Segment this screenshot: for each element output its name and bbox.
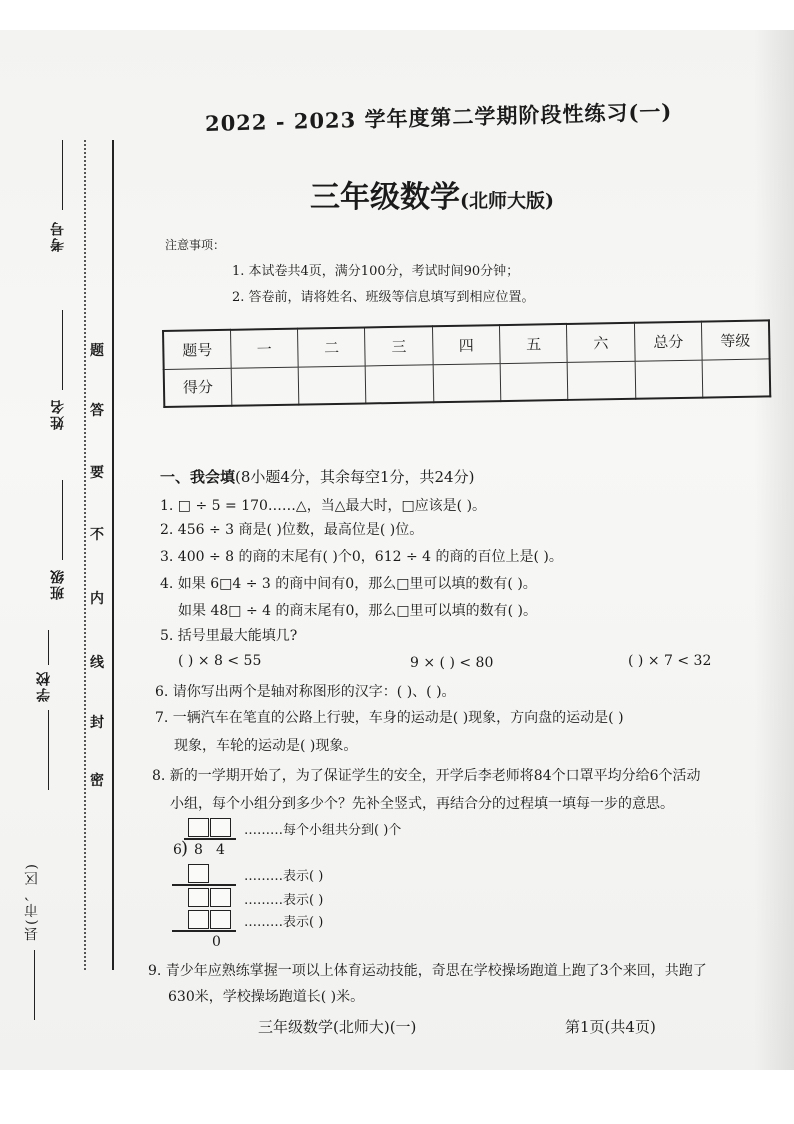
division-note-1: ………每个小组共分到( )个 <box>244 823 402 838</box>
seal-char: 答 <box>90 403 104 419</box>
exam-title: 2022 - 2023 学年度第二学期阶段性练习(一) <box>204 98 673 136</box>
quotient-box[interactable] <box>188 818 209 837</box>
notes-heading: 注意事项： <box>165 238 226 252</box>
question-5a: ( ) × 8 < 55 <box>178 653 262 669</box>
note-item: 1. 本试卷共4页，满分100分，考试时间90分钟； <box>232 264 520 279</box>
score-cell[interactable] <box>231 367 299 406</box>
step-box[interactable] <box>188 864 209 883</box>
question-8a: 8. 新的一学期开始了，为了保证学生的安全，开学后李老师将84个口罩平均分给6个活动 <box>152 768 701 784</box>
question-1: 1. □ ÷ 5 = 170……△，当△最大时，□应该是( )。 <box>160 498 487 514</box>
divisor: 6 <box>173 842 182 858</box>
division-remainder: 0 <box>212 934 221 950</box>
question-4a: 4. 如果 6□4 ÷ 3 的商中间有0，那么□里可以填的数有( )。 <box>160 576 537 592</box>
question-3: 3. 400 ÷ 8 的商的末尾有( )个0，612 ÷ 4 的商的百位上是( )。 <box>160 549 563 565</box>
edition-name: (北师大版) <box>460 190 554 212</box>
score-column: 四 <box>432 325 500 364</box>
dividend-digit: 4 <box>216 842 225 858</box>
quotient-box[interactable] <box>210 818 231 837</box>
exam-number-blank <box>62 140 63 210</box>
question-5c: ( ) × 7 < 32 <box>628 653 712 669</box>
county-blank <box>34 950 35 1020</box>
score-column: 二 <box>298 327 366 366</box>
step-box[interactable] <box>188 910 209 929</box>
question-7b: 现象，车轮的运动是( )现象。 <box>174 738 358 754</box>
section-rule: (8小题4分，其余每空1分，共24分) <box>235 468 475 486</box>
seal-char: 要 <box>90 465 104 481</box>
name-blank <box>62 310 63 390</box>
school-blank <box>48 710 49 790</box>
score-column: 六 <box>567 323 635 362</box>
county-label: 县(市、区) <box>24 862 40 941</box>
seal-char: 不 <box>90 527 104 543</box>
dividend-digit: 8 <box>194 842 203 858</box>
footer-subject: 三年级数学(北师大)(一) <box>258 1018 417 1036</box>
score-cell[interactable] <box>702 358 770 397</box>
section-title <box>160 466 474 487</box>
division-note-3: ………表示( ) <box>244 893 324 908</box>
score-column: 五 <box>500 324 568 363</box>
question-9b: 630米，学校操场跑道长( )米。 <box>168 989 365 1005</box>
question-9a: 9. 青少年应熟练掌握一项以上体育运动技能，奇思在学校操场跑道上跑了3个来回，共跑了 <box>148 963 707 979</box>
division-step-line <box>172 930 236 932</box>
score-cell[interactable] <box>433 363 501 402</box>
step-box[interactable] <box>210 888 231 907</box>
school-label: 学校 <box>36 670 52 702</box>
subject-name: 三年级数学 <box>310 180 460 215</box>
step-box[interactable] <box>188 888 209 907</box>
score-column: 总分 <box>634 322 702 361</box>
question-5: 5. 括号里最大能填几? <box>160 628 298 644</box>
question-2: 2. 456 ÷ 3 商是( )位数，最高位是( )位。 <box>160 522 424 538</box>
footer-page: 第1页(共4页) <box>565 1018 656 1036</box>
class-label: 班级 <box>50 568 66 600</box>
question-4b: 如果 48□ ÷ 4 的商末尾有0，那么□里可以填的数有( )。 <box>178 603 537 619</box>
score-cell[interactable] <box>298 365 366 404</box>
score-cell[interactable] <box>366 364 434 403</box>
name-label: 姓名 <box>50 398 66 430</box>
division-note-2: ………表示( ) <box>244 869 324 884</box>
question-8b: 小组，每个小组分到多少个？先补全竖式，再结合分的过程填一填每一步的意思。 <box>170 796 674 812</box>
note-item: 2. 答卷前，请将姓名、班级等信息填写到相应位置。 <box>232 290 535 305</box>
score-row-label: 得分 <box>164 368 232 407</box>
score-cell[interactable] <box>500 362 568 401</box>
question-6: 6. 请你写出两个是轴对称图形的汉字：( )、( )。 <box>155 684 456 700</box>
score-column: 一 <box>230 329 298 368</box>
score-cell[interactable] <box>568 361 636 400</box>
division-step-line <box>172 884 236 886</box>
binding-solid-line <box>112 140 114 970</box>
seal-char: 密 <box>90 773 104 789</box>
section-name: 一、我会填 <box>160 468 236 486</box>
seal-char: 线 <box>90 655 104 671</box>
score-column: 等级 <box>702 320 770 359</box>
subject-title <box>310 172 554 216</box>
question-7a: 7. 一辆汽车在笔直的公路上行驶，车身的运动是( )现象，方向盘的运动是( ) <box>155 710 624 726</box>
class-blank <box>62 480 63 560</box>
score-table <box>162 319 771 408</box>
seal-char: 题 <box>90 343 104 359</box>
score-header-label: 题号 <box>163 330 231 369</box>
seal-char: 封 <box>90 715 104 731</box>
score-column: 三 <box>365 326 433 365</box>
score-cell[interactable] <box>635 360 703 399</box>
binding-dotted-line <box>84 140 86 970</box>
division-bracket: ) <box>181 838 189 859</box>
school-blank-top <box>48 630 49 665</box>
division-note-4: ………表示( ) <box>244 915 324 930</box>
seal-char: 内 <box>90 591 104 607</box>
paper-edge-shadow <box>754 30 794 1070</box>
division-bar <box>184 838 236 840</box>
exam-number-label: 考号 <box>50 220 66 252</box>
question-5b: 9 × ( ) < 80 <box>410 655 494 671</box>
step-box[interactable] <box>210 910 231 929</box>
